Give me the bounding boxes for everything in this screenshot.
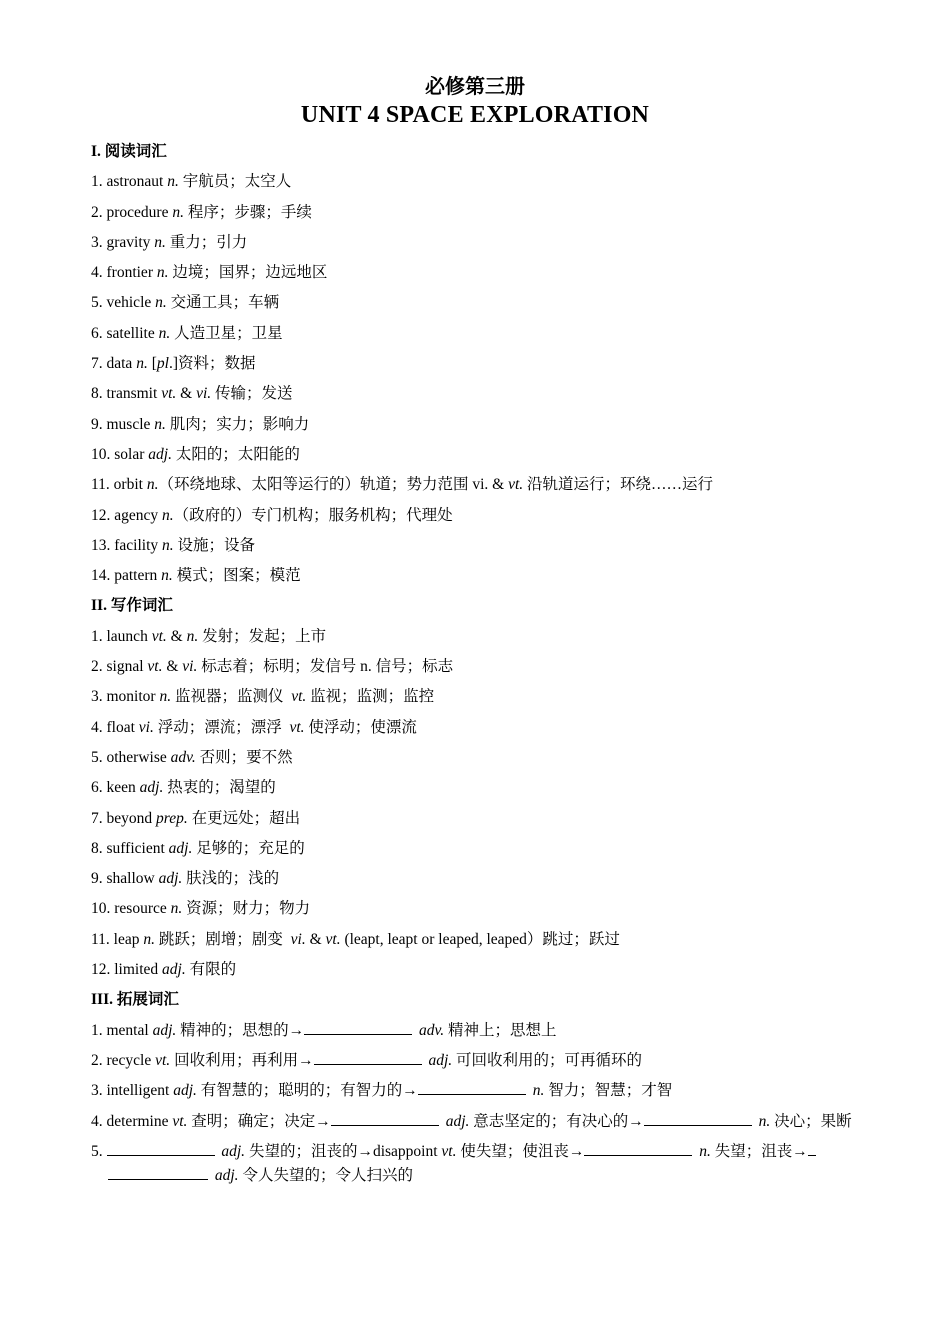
part-of-speech: n.: [154, 233, 166, 251]
vocab-meaning: 重力；引力: [169, 233, 248, 251]
vocab-item: [91, 1046, 871, 1076]
vocab-item: [91, 349, 871, 379]
fill-in-blank[interactable]: [331, 1111, 439, 1126]
vocab-item: [91, 864, 871, 894]
part-of-speech: vt.: [289, 718, 305, 736]
fill-in-blank[interactable]: [314, 1050, 422, 1065]
vocab-word: 1. mental: [91, 1021, 149, 1039]
part-of-speech: n.: [758, 1112, 771, 1130]
fill-in-blank[interactable]: [304, 1020, 412, 1035]
vocab-meaning: 令人失望的；令人扫兴的: [242, 1166, 413, 1184]
vocab-item: [91, 440, 871, 470]
vocab-item: [91, 501, 871, 531]
part-of-speech: n.: [170, 900, 183, 918]
vocab-word: 8. transmit: [91, 385, 158, 403]
vocab-item: [91, 379, 871, 409]
vocab-meaning: 沿轨道运行；环绕……运行: [527, 476, 714, 494]
vocab-meaning: 否则；要不然: [199, 748, 293, 766]
vocab-word: 12. agency: [91, 506, 159, 524]
vocab-item: [91, 470, 871, 500]
section-heading-reading: I. 阅读词汇: [91, 143, 167, 160]
vocab-meaning: （环绕地球、太阳等运行的）轨道；势力范围 vi. &: [158, 476, 505, 494]
part-of-speech: vt.: [508, 476, 524, 494]
vocab-meaning: 监视器；监测仪: [174, 688, 284, 706]
part-of-speech: n.: [136, 355, 148, 373]
part-of-speech: n.: [159, 688, 172, 706]
part-of-speech: adj.: [428, 1051, 453, 1069]
vocab-word: 4. frontier: [91, 264, 153, 282]
vocab-word: 10. resource: [91, 900, 167, 918]
vocab-item: [91, 228, 871, 258]
fill-in-blank[interactable]: [584, 1141, 692, 1156]
vocab-meaning: 模式；图案；模范: [176, 567, 301, 585]
vocab-meaning: 宇航员；太空人: [182, 173, 292, 191]
part-of-speech: vt.: [291, 688, 307, 706]
vocab-item: [91, 319, 871, 349]
vocab-meaning: 可回收利用的；可再循环的: [456, 1051, 643, 1069]
vocab-meaning: 在更远处；超出: [191, 809, 301, 827]
vocab-meaning: 失望；沮丧→: [714, 1142, 808, 1160]
vocab-item: [91, 1016, 871, 1046]
vocab-word: 8. sufficient: [91, 839, 165, 857]
part-of-speech: adj.: [148, 445, 172, 463]
ampersand: &: [166, 658, 179, 676]
part-of-speech: prep.: [156, 809, 188, 827]
unit-title: UNIT 4 SPACE EXPLORATION: [300, 102, 650, 128]
vocab-item: [91, 834, 871, 864]
vocab-item: [91, 258, 871, 288]
vocab-word: 11. leap: [91, 930, 140, 948]
part-of-speech: n.: [186, 627, 199, 645]
part-of-speech: adv.: [419, 1021, 445, 1039]
ampersand: &: [309, 930, 322, 948]
vocab-item: [91, 713, 871, 743]
vocab-word: 5. vehicle: [91, 294, 152, 312]
vocab-meaning: 热衷的；渴望的: [167, 779, 276, 797]
vocab-meaning: 决心；果断: [774, 1112, 852, 1130]
vocab-meaning: 智力；智慧；才智: [548, 1082, 673, 1100]
vocab-item: [91, 925, 871, 955]
vocab-word: 1. launch: [91, 627, 148, 645]
part-of-speech: vt.: [155, 1051, 171, 1069]
vocab-item: [91, 410, 871, 440]
vocab-meaning: （政府的）专门机构；服务机构；代理处: [173, 506, 453, 524]
vocab-word: 11. orbit: [91, 476, 143, 494]
vocab-meaning: 太阳的；太阳能的: [175, 445, 300, 463]
vocab-item: [91, 1076, 871, 1106]
part-of-speech: n.: [154, 415, 166, 433]
vocab-meaning: 程序；步骤；手续: [187, 203, 312, 221]
part-of-speech: n.: [172, 203, 184, 221]
part-of-speech: n.: [167, 173, 179, 191]
part-of-speech: n.: [156, 264, 169, 282]
vocab-word: 14. pattern: [91, 567, 158, 585]
vocab-item: [91, 804, 871, 834]
title-block: [0, 74, 950, 130]
vocab-meaning: 使浮动；使漂流: [308, 718, 417, 736]
vocab-meaning: 失望的；沮丧的→disappoint: [248, 1142, 438, 1160]
book-title: 必修第三册: [425, 76, 525, 98]
vocabulary-content: [91, 137, 871, 1191]
fill-in-blank[interactable]: [107, 1141, 215, 1156]
vocab-meaning: .]资料；数据: [168, 355, 256, 373]
vocab-word: 2. signal: [91, 658, 144, 676]
vocab-word: 2. recycle: [91, 1051, 152, 1069]
part-of-speech: n.: [699, 1142, 711, 1160]
bracket: [: [151, 355, 157, 373]
section-heading-writing: II. 写作词汇: [91, 597, 173, 615]
vocab-word: 5. otherwise: [91, 748, 167, 766]
vocab-word: 7. data: [91, 355, 133, 373]
part-of-speech: vt.: [147, 658, 163, 676]
vocab-meaning: 肤浅的；浅的: [186, 870, 280, 888]
vocab-word: 9. muscle: [91, 415, 151, 433]
vocab-word: 6. satellite: [91, 324, 155, 342]
vocab-item: [91, 531, 871, 561]
ampersand: &: [170, 627, 183, 645]
vocab-word: 10. solar: [91, 445, 145, 463]
part-of-speech: pl: [156, 355, 169, 373]
part-of-speech: n.: [162, 536, 174, 554]
vocab-meaning: 边境；国界；边远地区: [172, 264, 328, 282]
part-of-speech: n.: [532, 1082, 545, 1100]
vocab-item: [91, 773, 871, 803]
part-of-speech: n.: [158, 324, 171, 342]
vocab-word: 6. keen: [91, 779, 136, 797]
vocab-item: [91, 288, 871, 318]
vocab-meaning: 使失望；使沮丧→: [460, 1142, 585, 1160]
part-of-speech: adj.: [152, 1021, 177, 1039]
part-of-speech: adj.: [221, 1142, 246, 1160]
part-of-speech: n.: [143, 930, 155, 948]
vocab-item: [91, 743, 871, 773]
fill-in-blank[interactable]: [644, 1111, 752, 1126]
vocab-item: [91, 561, 871, 591]
vocab-meaning: 精神上；思想上: [448, 1021, 557, 1039]
part-of-speech: adj.: [158, 870, 183, 888]
vocab-item: [91, 894, 871, 924]
ampersand: &: [180, 385, 193, 403]
vocab-word: 3. monitor: [91, 688, 156, 706]
vocab-word: 9. shallow: [91, 870, 155, 888]
part-of-speech: vt.: [151, 627, 167, 645]
vocab-meaning: 传输；发送: [215, 385, 293, 403]
vocab-item: [91, 682, 871, 712]
vocab-word: 2. procedure: [91, 203, 169, 221]
part-of-speech: vi.: [138, 718, 154, 736]
part-of-speech: n.: [155, 294, 167, 312]
part-of-speech: n.: [162, 506, 174, 524]
part-of-speech: adj.: [162, 961, 186, 979]
vocab-word: 4. determine: [91, 1112, 169, 1130]
vocab-meaning: 设施；设备: [177, 536, 256, 554]
part-of-speech: n.: [161, 567, 173, 585]
vocab-meaning: 有限的: [189, 961, 237, 979]
vocab-meaning: 有智慧的；聪明的；有智力的→: [200, 1082, 418, 1100]
vocab-meaning: (leapt, leapt or leaped, leaped）跳过；跃过: [344, 930, 620, 948]
vocab-meaning: 跳跃；剧增；剧变: [158, 930, 283, 948]
vocab-meaning: 标志着；标明；发信号 n. 信号；标志: [201, 658, 454, 676]
part-of-speech: vi.: [182, 658, 198, 676]
vocab-item: [91, 955, 871, 985]
vocab-word: 4. float: [91, 718, 135, 736]
vocab-meaning: 发射；发起；上市: [202, 627, 327, 645]
part-of-speech: adv.: [170, 748, 196, 766]
vocab-meaning: 监视；监测；监控: [310, 688, 435, 706]
vocab-meaning: 浮动；漂流；漂浮: [157, 718, 282, 736]
part-of-speech: vt.: [172, 1112, 188, 1130]
part-of-speech: vt.: [441, 1142, 457, 1160]
part-of-speech: vi.: [196, 385, 212, 403]
vocab-meaning: 人造卫星；卫星: [174, 324, 283, 342]
part-of-speech: adj.: [139, 779, 164, 797]
vocab-meaning: 资源；财力；物力: [186, 900, 311, 918]
part-of-speech: adj.: [445, 1112, 470, 1130]
vocab-word: 13. facility: [91, 536, 159, 554]
vocab-meaning: 足够的；充足的: [196, 839, 305, 857]
section-heading-extension: III. 拓展词汇: [91, 991, 179, 1009]
vocab-item: [91, 622, 871, 652]
part-of-speech: n.: [146, 476, 159, 494]
part-of-speech: vt.: [325, 930, 341, 948]
vocab-meaning: 回收利用；再利用→: [174, 1051, 314, 1069]
fill-in-blank[interactable]: [418, 1080, 526, 1095]
part-of-speech: adj.: [214, 1166, 239, 1184]
vocab-word: 5.: [91, 1142, 103, 1160]
vocab-item: [91, 198, 871, 228]
fill-in-blank[interactable]: [808, 1141, 816, 1156]
vocab-meaning: 交通工具；车辆: [170, 294, 280, 312]
part-of-speech: vt.: [161, 385, 177, 403]
part-of-speech: adj.: [173, 1082, 197, 1100]
vocab-item: [91, 1137, 871, 1191]
vocab-word: 7. beyond: [91, 809, 153, 827]
vocab-item: [91, 167, 871, 197]
vocab-meaning: 意志坚定的；有决心的→: [473, 1112, 644, 1130]
part-of-speech: vi.: [290, 930, 306, 948]
vocab-item: [91, 1107, 871, 1137]
part-of-speech: adj.: [168, 839, 193, 857]
vocab-meaning: 肌肉；实力；影响力: [169, 415, 310, 433]
vocab-meaning: 查明；确定；决定→: [191, 1112, 331, 1130]
fill-in-blank[interactable]: [108, 1165, 208, 1180]
vocab-word: 12. limited: [91, 961, 159, 979]
vocab-word: 3. intelligent: [91, 1082, 170, 1100]
vocab-word: 3. gravity: [91, 233, 151, 251]
vocab-word: 1. astronaut: [91, 173, 164, 191]
vocab-meaning: 精神的；思想的→: [180, 1021, 305, 1039]
vocab-item: [91, 652, 871, 682]
